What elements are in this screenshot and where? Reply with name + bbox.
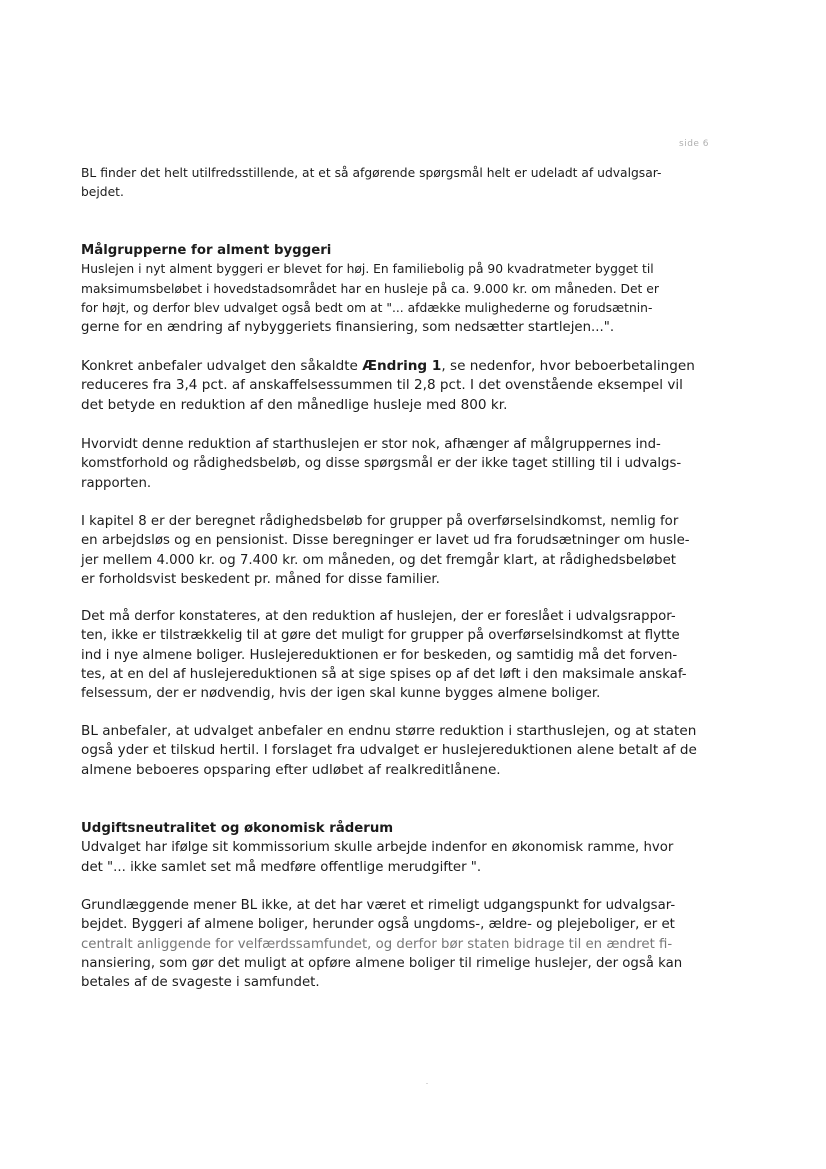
paragraph-intro xyxy=(81,164,731,203)
text-fragment: , se nedenfor, hvor beboerbetalingen xyxy=(441,358,695,374)
text-line: rapporten. xyxy=(81,475,152,491)
text-line: det betyde en reduktion af den månedlige husleje med 800 kr. xyxy=(81,396,508,413)
text-line: gerne for en ændring af nybyggeriets finansiering, som nedsætter startlejen...". xyxy=(81,320,615,336)
text-line: centralt anliggende for velfærdssamfundet, og derfor bør staten bidrage til en ændret fi- xyxy=(81,936,673,952)
text-line: ind i nye almene boliger. Huslejereduktionen er for beskeden, og samtidig må det forven- xyxy=(81,647,678,663)
text-line: også yder et tilskud hertil. I forslaget fra udvalget er huslejereduktionen alene betalt af de xyxy=(81,742,697,759)
paragraph-hvorvidt xyxy=(81,435,731,493)
section-heading: Målgrupperne for alment byggeri xyxy=(81,243,332,258)
text-line: for højt, og derfor blev udvalget også bedt om at "... afdække mulighederne og forudsætnin- xyxy=(81,300,653,315)
text-line: Hvorvidt denne reduktion af starthuslejen er stor nok, afhænger af målgruppernes ind- xyxy=(81,437,661,452)
section-heading: Udgiftsneutralitet og økonomisk råderum xyxy=(81,821,394,836)
text-line: I kapitel 8 er der beregnet rådighedsbeløb for grupper på overførselsindkomst, nemlig for xyxy=(81,514,679,529)
text-line: en arbejdsløs og en pensionist. Disse beregninger er lavet ud fra forudsætninger om husle- xyxy=(81,533,690,549)
paragraph-kapitel xyxy=(81,512,731,589)
text-line: bejdet. Byggeri af almene boliger, herunder også ungdoms-, ældre- og plejeboliger, er et xyxy=(81,917,675,933)
paragraph-anbefaler xyxy=(81,722,731,780)
text-line xyxy=(81,357,731,376)
page-number: side 6 xyxy=(679,139,710,149)
scan-speck xyxy=(426,1083,428,1084)
text-line: komstforhold og rådighedsbeløb, og disse spørgsmål er der ikke taget stilling til i udvalgs- xyxy=(81,456,682,472)
paragraph-konkret xyxy=(81,357,731,415)
text-line: Det må derfor konstateres, at den reduktion af huslejen, der er foreslået i udvalgsrappor- xyxy=(81,609,676,624)
text-line: tes, at en del af huslejereduktionen så at sige spises op af det løft i den maksimale anskaf- xyxy=(81,666,687,682)
emphasis-term: Ændring 1 xyxy=(362,358,442,374)
text-line: reduceres fra 3,4 pct. af anskaffelsessummen til 2,8 pct. I det ovenstående eksempel vil xyxy=(81,377,683,394)
text-line: Huslejen i nyt alment byggeri er blevet for høj. En familiebolig på 90 kvadratmeter bygget til xyxy=(81,262,654,277)
text-line: bejdet. xyxy=(81,185,124,200)
paragraph-grundlaeggende xyxy=(81,896,731,992)
text-line: BL finder det helt utilfredsstillende, at et så afgørende spørgsmål helt er udeladt af udvalgsar- xyxy=(81,166,662,180)
text-line: ten, ikke er tilstrækkelig til at gøre det muligt for grupper på overførselsindkomst at flytte xyxy=(81,628,680,644)
text-line: nansiering, som gør det muligt at opføre almene boliger til rimelige huslejer, der også kan xyxy=(81,955,683,971)
text-line: jer mellem 4.000 kr. og 7.400 kr. om måneden, og det fremgår klart, at rådighedsbeløbet xyxy=(81,552,677,568)
text-line: betales af de svageste i samfundet. xyxy=(81,975,320,991)
text-line: Udvalget har ifølge sit kommissorium skulle arbejde indenfor en økonomisk ramme, hvor xyxy=(81,840,674,856)
paragraph-konstateres xyxy=(81,607,731,703)
text-fragment: Konkret anbefaler udvalget den såkaldte xyxy=(81,358,363,374)
text-line: BL anbefaler, at udvalget anbefaler en endnu større reduktion i starthuslejen, og at staten xyxy=(81,723,697,739)
text-line: maksimumsbeløbet i hovedstadsområdet har en husleje på ca. 9.000 kr. om måneden. Det er xyxy=(81,281,659,296)
text-line: Grundlæggende mener BL ikke, at det har været et rimeligt udgangspunkt for udvalgsar- xyxy=(81,898,676,913)
section-udgiftsneutralitet xyxy=(81,819,731,877)
text-line: er forholdsvist beskedent pr. måned for disse familier. xyxy=(81,571,440,587)
text-line: felsessum, der er nødvendig, hvis der igen skal kunne bygges almene boliger. xyxy=(81,686,601,702)
section-maalgrupperne xyxy=(81,241,731,337)
text-line: almene beboeres opsparing efter udløbet af realkreditlånene. xyxy=(81,761,501,778)
text-line: det "... ikke samlet set må medføre offentlige merudgifter ". xyxy=(81,859,482,875)
